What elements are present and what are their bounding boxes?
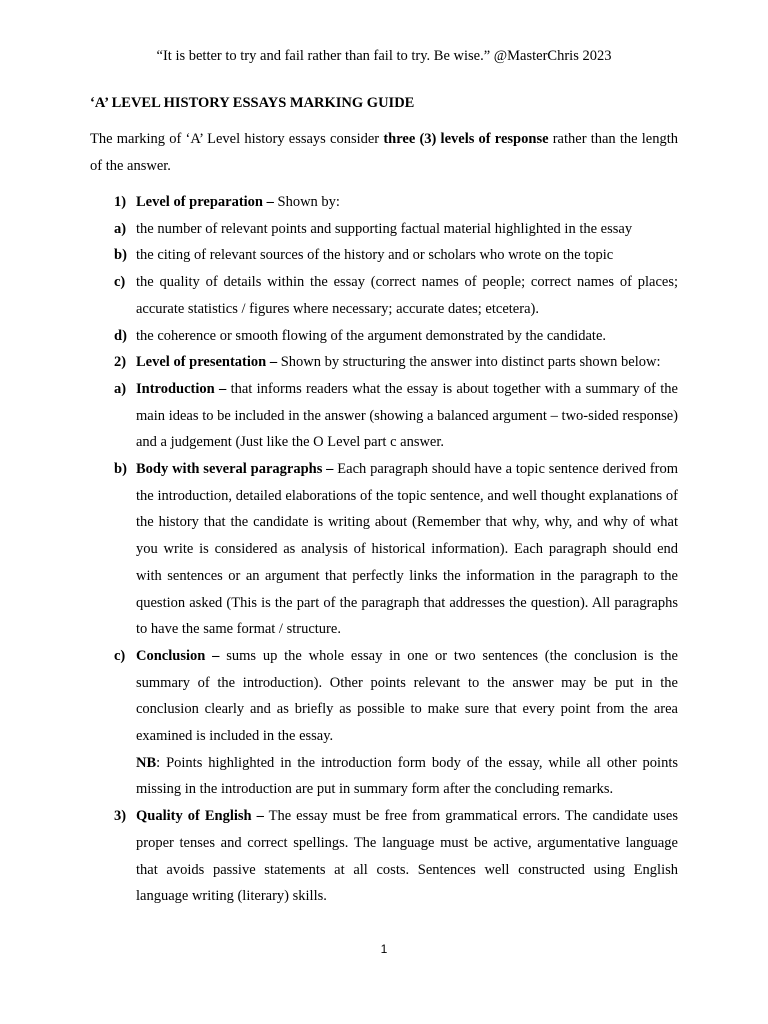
list-item <box>90 269 678 322</box>
list-item-body: that informs readers what the essay is about together with a summary of the main ideas to be included in the answer (showing a balanced argument – two-sided response) and a judgement (Just like the O Level part c answer. <box>136 380 678 451</box>
list-item-body: the citing of relevant sources of the history and or scholars who wrote on the topic <box>136 247 614 264</box>
document-title: ‘A’ LEVEL HISTORY ESSAYS MARKING GUIDE <box>90 95 415 111</box>
nb-text: : Points highlighted in the introduction form body of the essay, while all other points missing in the introduction are put in summary form after the concluding remarks. <box>136 754 678 798</box>
list-item-number: a) <box>114 380 127 397</box>
intro-bold: three (3) levels of response <box>383 131 549 147</box>
page-number: 1 <box>380 942 388 956</box>
list-item-text <box>136 376 678 456</box>
list-item <box>90 643 678 750</box>
list-item <box>90 323 678 350</box>
list-item <box>90 376 678 456</box>
list-item-number: b) <box>114 461 127 478</box>
list-item-number: c) <box>114 274 126 291</box>
list-item-body: Shown by structuring the answer into distinct parts shown below: <box>277 354 661 371</box>
list-item-number: 3) <box>114 808 127 825</box>
intro-pre: The marking of ‘A’ Level history essays consider <box>90 131 384 147</box>
list-item <box>90 456 678 643</box>
list-item <box>90 349 678 376</box>
list-item-text <box>136 216 678 243</box>
list-item-number: 2) <box>114 354 127 371</box>
list-item-text <box>136 456 678 643</box>
list-item-text <box>136 242 678 269</box>
list-item-text <box>136 323 678 350</box>
list-item-number: 1) <box>114 194 127 210</box>
list-item-heading: Quality of English – <box>136 808 264 825</box>
list-item <box>90 242 678 269</box>
list-item-heading: Level of preparation – <box>136 194 274 210</box>
marking-criteria-list <box>90 189 678 910</box>
list-item-body: the quality of details within the essay (correct names of people; correct names of places; accurate statistics / figures where necessary; accurate dates; etcetera). <box>136 274 678 317</box>
page-header-quote: “It is better to try and fail rather than fail to try. Be wise.” @MasterChris 2023 <box>156 48 612 64</box>
list-item-heading: Body with several paragraphs – <box>136 461 334 478</box>
list-item-number: b) <box>114 247 127 264</box>
list-item-text <box>136 643 678 750</box>
list-item-body: the number of relevant points and supporting factual material highlighted in the essay <box>136 220 633 237</box>
list-item-number: a) <box>114 220 127 237</box>
list-item-heading: Conclusion – <box>136 647 220 664</box>
list-item-number: d) <box>114 327 127 344</box>
intro-post: rather than the length of the answer. <box>90 131 678 174</box>
list-item-number: c) <box>114 647 126 664</box>
list-item-text <box>136 803 678 910</box>
list-item <box>90 216 678 243</box>
list-item <box>90 189 678 216</box>
list-item-text <box>136 349 678 376</box>
list-item-body: The essay must be free from grammatical errors. The candidate uses proper tenses and correct spellings. The language must be active, argumentative language that avoids passive statements at all costs. Sentences well constructed using English language writing (literary) skills. <box>136 808 679 905</box>
intro-paragraph <box>90 126 678 180</box>
nb-note <box>90 750 678 803</box>
list-item-body: sums up the whole essay in one or two sentences (the conclusion is the summary of the introduction). Other points relevant to the answer may be put in the conclusion clearly and as briefly as possible to make sure that every point from the area examined is included in the essay. <box>136 647 678 745</box>
list-item <box>90 803 678 910</box>
list-item-text <box>136 269 678 322</box>
list-item-body: Each paragraph should have a topic sentence derived from the introduction, detailed elaborations of the topic sentence, and well thought explanations of the history that the candidate is writing about (Remember that why, why, and why of what you write is considered as analysis of historical information). Each paragraph should end with sentences or an argument that perfectly links the information in the paragraph to the question asked (This is the part of the paragraph that addresses the question). All paragraphs to have the same format / structure. <box>136 461 678 638</box>
list-item-body: Shown by: <box>273 194 340 210</box>
nb-label: NB <box>136 754 157 771</box>
list-item-heading: Introduction – <box>136 380 227 397</box>
list-item-heading: Level of presentation – <box>136 354 278 371</box>
list-item-text <box>136 189 678 216</box>
list-item-body: the coherence or smooth flowing of the argument demonstrated by the candidate. <box>136 327 607 344</box>
